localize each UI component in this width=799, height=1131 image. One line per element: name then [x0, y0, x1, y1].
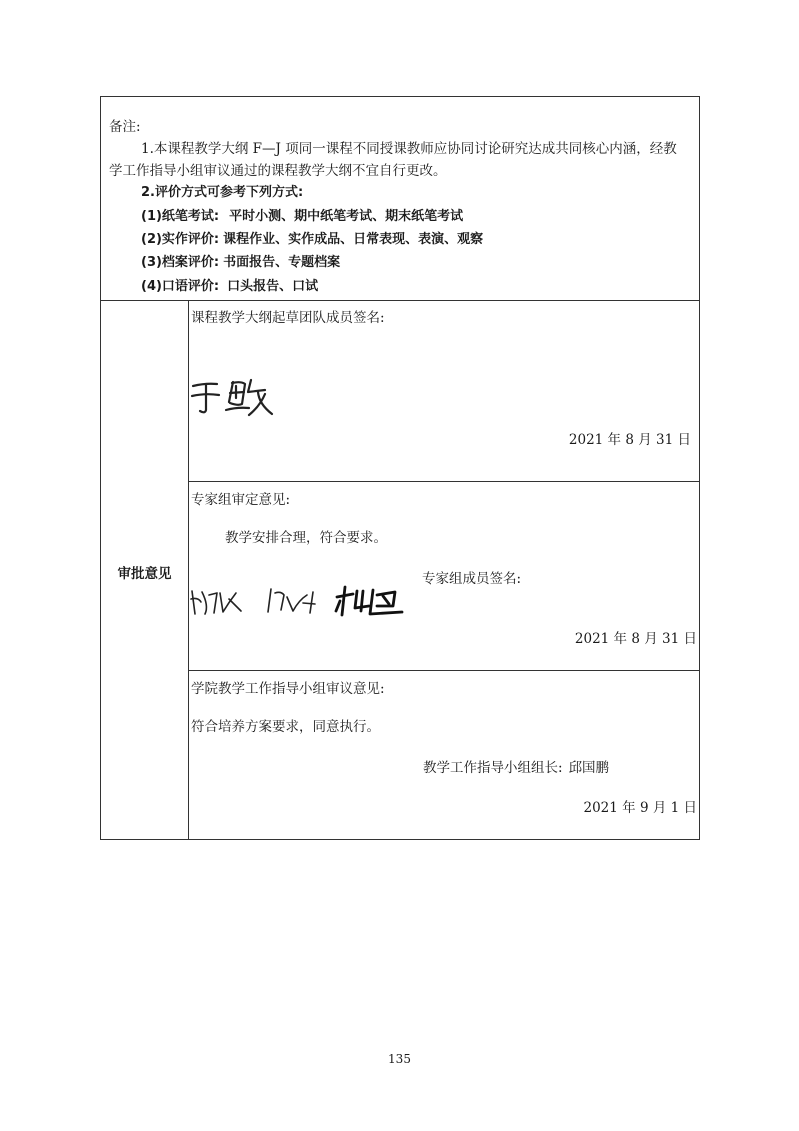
- method-value: 课程作业、实作成品、日常表现、表演、观察: [223, 232, 484, 247]
- method-item: [141, 275, 318, 294]
- leader-name: 邱国鹏: [568, 760, 610, 776]
- expert-sign-label: 专家组成员签名:: [422, 571, 522, 587]
- college-review-section: [189, 671, 699, 840]
- notes-title: 备注:: [109, 119, 141, 135]
- college-title: 学院教学工作指导小组审议意见:: [191, 681, 385, 697]
- notes-section: [101, 97, 699, 301]
- page-number: 135: [388, 1052, 411, 1066]
- group-leader-line: [423, 756, 609, 776]
- leader-label: 教学工作指导小组组长:: [423, 760, 563, 776]
- method-value: 口头报告、口试: [227, 279, 319, 294]
- approval-form-table: [100, 96, 700, 840]
- expert-date: 2021 年 8 月 31 日: [574, 631, 697, 647]
- method-item: [141, 251, 340, 270]
- method-item: [141, 228, 483, 247]
- drafter-signature: [189, 372, 281, 422]
- method-label: (1)纸笔考试:: [141, 209, 220, 224]
- drafting-date: 2021 年 8 月 31 日: [568, 432, 691, 448]
- method-label: (4)口语评价:: [141, 279, 220, 294]
- approval-label: 审批意见: [117, 566, 172, 582]
- note-item-2-title: 2.评价方式可参考下列方式:: [141, 185, 304, 200]
- approval-label-cell: [101, 300, 189, 840]
- method-value: 平时小测、期中纸笔考试、期末纸笔考试: [229, 209, 464, 224]
- method-label: (3)档案评价:: [141, 255, 220, 270]
- college-date: 2021 年 9 月 1 日: [583, 800, 697, 816]
- method-value: 书面报告、专题档案: [223, 255, 341, 270]
- method-item: [141, 205, 463, 224]
- expert-review-section: [189, 482, 699, 671]
- note-item-1-line-2: 学工作指导小组审议通过的课程教学大纲不宜自行更改。: [109, 163, 447, 179]
- college-opinion: 符合培养方案要求，同意执行。: [191, 719, 380, 735]
- note-item-1-line-1: 1.本课程教学大纲 F—J 项同一课程不同授课教师应协同讨论研究达成共同核心内涵，经教: [141, 141, 677, 157]
- drafting-team-section: [189, 300, 699, 482]
- expert-title: 专家组审定意见:: [191, 492, 291, 508]
- method-label: (2)实作评价:: [141, 232, 220, 247]
- expert-signatures: [189, 584, 415, 620]
- drafting-title: 课程教学大纲起草团队成员签名:: [191, 310, 385, 326]
- expert-opinion: 教学安排合理，符合要求。: [225, 530, 387, 546]
